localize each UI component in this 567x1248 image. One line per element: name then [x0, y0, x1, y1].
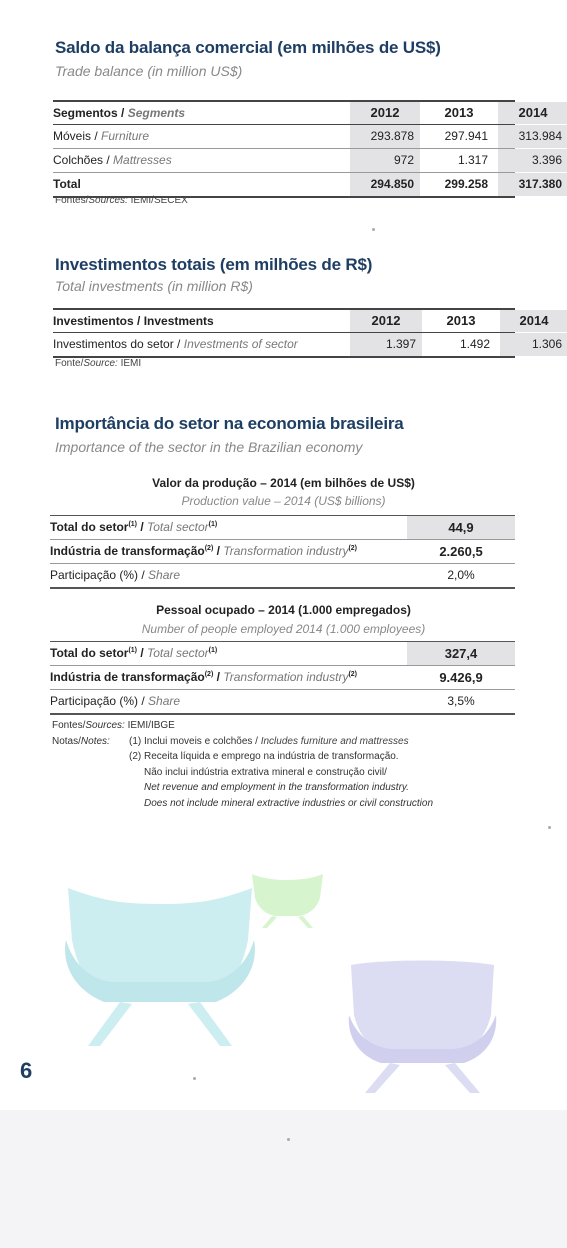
header-year-2013: 2013 — [446, 313, 476, 328]
cell-value: 297.941 — [444, 129, 488, 143]
header-label: Segmentos / Segments — [53, 106, 186, 120]
trade-balance-title: Saldo da balança comercial (em milhões de US$) — [55, 38, 441, 57]
row-label: Indústria de transformação$^{(2)}$ / Transformation industry$^{(2)}$ — [50, 670, 358, 684]
importance-subtitle: Importance of the sector in the Brazilian economy — [55, 439, 363, 455]
table-row — [50, 540, 515, 564]
row-label: Total do setor$^{(1)}$ / Total sector$^{(1)}$ — [50, 520, 218, 534]
employment-title: Pessoal ocupado – 2014 (1.000 empregados) — [156, 603, 411, 617]
cell-value: 3.396 — [498, 149, 567, 172]
row-label: Participação (%) / Share — [50, 568, 181, 582]
row-label: Total do setor$^{(1)}$ / Total sector$^{(1)}$ — [50, 646, 218, 660]
investments-table — [53, 308, 562, 358]
employment-share-value: 3,5% — [447, 694, 475, 708]
production-industry-value: 2.260,5 — [439, 544, 483, 559]
speck — [548, 826, 551, 829]
cell-value: 972 — [350, 149, 420, 172]
investments-title: Investimentos totais (em milhões de R$) — [55, 255, 373, 274]
notes-block — [52, 718, 433, 811]
production-table — [50, 515, 515, 589]
row-label: Participação (%) / Share — [50, 694, 181, 708]
note-2-line-2: Não inclui indústria extrativa mineral e construção civil/ — [144, 766, 387, 778]
investments-source: Fonte/Source: IEMI — [55, 358, 142, 369]
cell-value: 313.984 — [498, 125, 567, 148]
table-header-row — [53, 100, 548, 125]
row-label: Móveis / Furniture — [53, 129, 150, 143]
row-label: Indústria de transformação$^{(2)}$ / Transformation industry$^{(2)}$ — [50, 544, 358, 558]
green-chair-illustration — [250, 870, 325, 930]
cell-value: 299.258 — [444, 177, 488, 191]
production-total-value: 44,9 — [407, 516, 515, 539]
header-year-2013: 2013 — [444, 105, 474, 120]
production-subtitle: Production value – 2014 (US$ billions) — [181, 494, 386, 508]
header-year-2012: 2012 — [350, 310, 422, 332]
header-year-2014: 2014 — [498, 102, 567, 124]
total-label: Total — [53, 177, 81, 191]
importance-title: Importância do setor na economia brasileira — [55, 414, 404, 433]
note-2-line-1: (2) Receita líquida e emprego na indústria de transformação. — [129, 751, 399, 762]
row-label: Colchões / Mattresses — [53, 153, 172, 167]
speck — [287, 1138, 290, 1141]
note-2-line-3: Net revenue and employment in the transformation industry. — [144, 782, 409, 793]
cell-value: 317.380 — [498, 173, 567, 196]
cell-value: 293.878 — [350, 125, 420, 148]
cell-value: 1.306 — [500, 333, 567, 356]
page-bottom-background — [0, 1110, 567, 1248]
lavender-chair-illustration — [345, 955, 500, 1095]
notes-sources: Fontes/Sources: IEMI/IBGE — [52, 720, 175, 731]
cell-value: 1.492 — [459, 337, 490, 351]
page-number: 6 — [20, 1058, 33, 1083]
header-year-2014: 2014 — [500, 310, 567, 332]
employment-total-value: 327,4 — [407, 642, 515, 665]
row-label: Investimentos do setor / Investments of sector — [53, 337, 298, 351]
header-year-2012: 2012 — [350, 102, 420, 124]
trade-balance-table — [53, 100, 562, 198]
employment-industry-value: 9.426,9 — [439, 670, 483, 685]
cell-value: 1.317 — [457, 153, 488, 167]
table-row — [50, 690, 515, 715]
cell-value: 294.850 — [350, 173, 420, 196]
table-row — [53, 333, 562, 358]
table-row — [53, 149, 562, 173]
note-2-line-4: Does not include mineral extractive industries or civil construction — [144, 797, 434, 809]
trade-balance-source: Fontes/Sources: IEMI/SECEX — [55, 195, 188, 206]
table-header-row — [53, 308, 549, 333]
investments-subtitle: Total investments (in million R$) — [55, 278, 253, 294]
cyan-chair-illustration — [60, 870, 260, 1050]
table-row — [50, 641, 515, 666]
header-label: Investimentos / Investments — [53, 314, 214, 328]
production-share-value: 2,0% — [447, 568, 475, 582]
table-row — [50, 564, 515, 589]
note-1: Notas/Notes: (1) Inclui moveis e colchões / Includes furniture and mattresses — [52, 735, 409, 747]
table-row — [53, 125, 562, 149]
speck — [193, 1077, 196, 1080]
table-row — [50, 515, 515, 540]
trade-balance-subtitle: Trade balance (in million US$) — [55, 63, 243, 79]
table-row — [50, 666, 515, 690]
production-title: Valor da produção – 2014 (em bilhões de US$) — [152, 476, 415, 490]
employment-subtitle: Number of people employed 2014 (1.000 employees) — [141, 622, 426, 636]
speck — [372, 228, 375, 231]
cell-value: 1.397 — [350, 333, 422, 356]
employment-table — [50, 641, 515, 715]
